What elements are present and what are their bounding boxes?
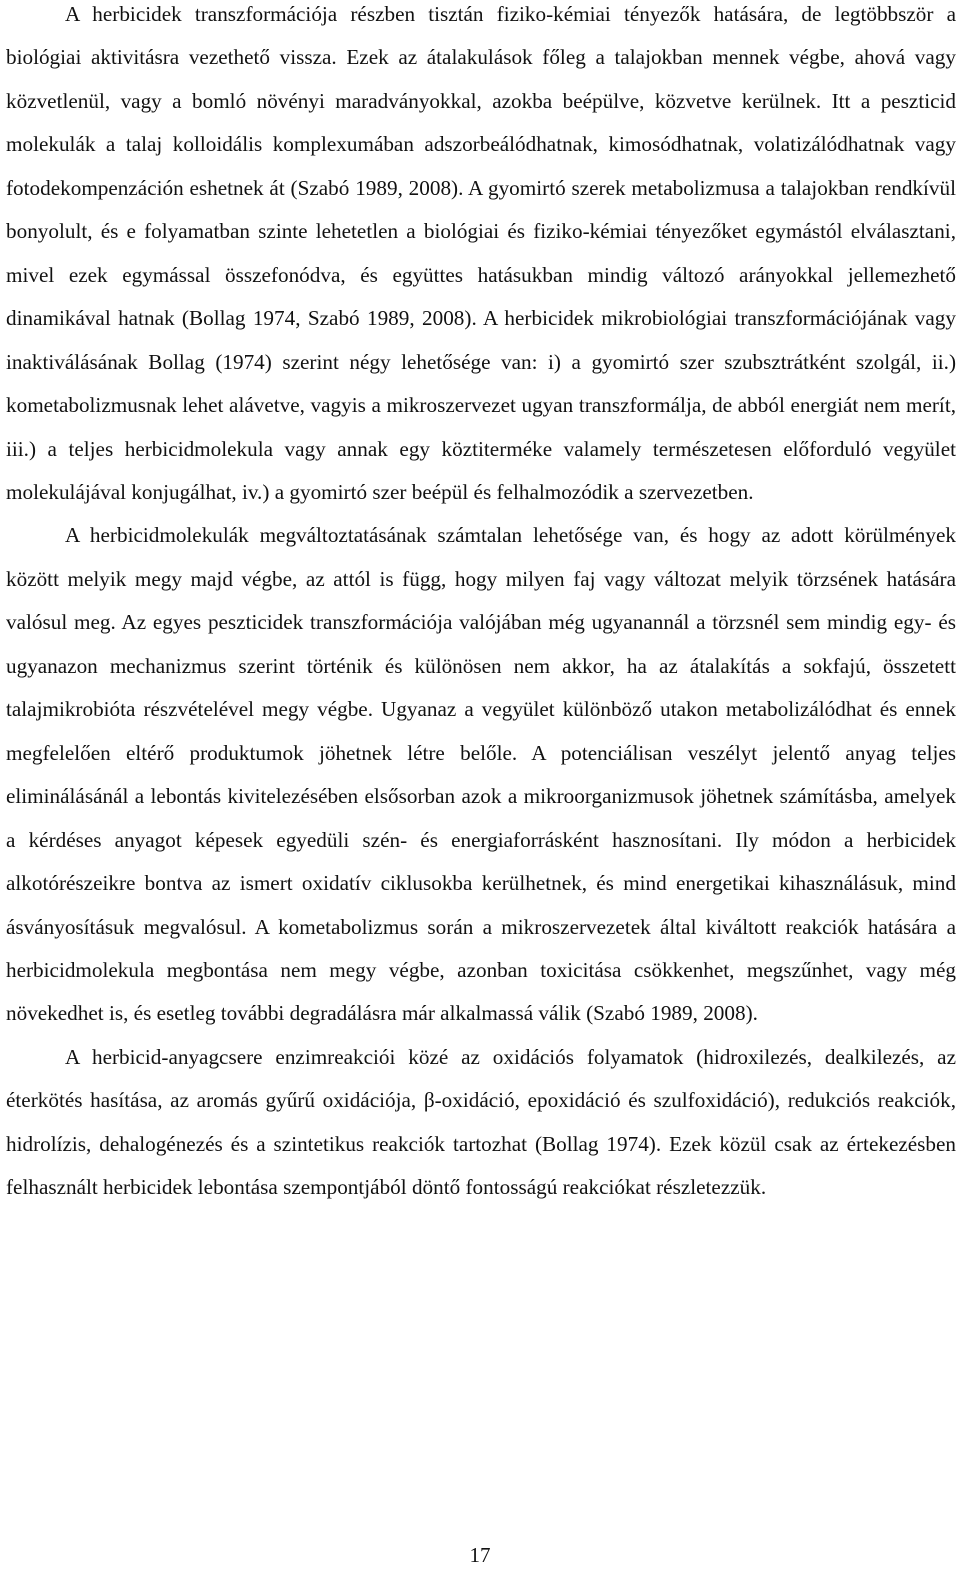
paragraph-2: A herbicidmolekulák megváltoztatásának számtalan lehetősége van, és hogy az adott körülmények között melyik megy majd végbe, az attól is függ, hogy milyen faj vagy változat melyik törzsének hatására valósul meg. Az egyes peszticidek transzformációja valójában még ugyanannál a törzsnél sem mindig egy- és ugyanazon mechanizmus szerint történik és különösen nem akkor, ha az átalakítás a sokfajú, összetett talajmikrobióta részvételével megy végbe. Ugyanaz a vegyület különböző utakon metabolizálódhat és ennek megfelelően eltérő produktumok jöhetnek létre belőle. A potenciálisan veszélyt jelentő anyag teljes eliminálásánál a lebontás kivitelezésében elsősorban azok a mikroorganizmusok jöhetnek számításba, amelyek a kérdéses anyagot képesek egyedüli szén- és energiaforrásként hasznosítani. Ily módon a herbicidek alkotórészeikre bontva az ismert oxidatív ciklusokba kerülhetnek, és mind energetikai kihasználásuk, mind ásványosításuk megvalósul. A kometabolizmus során a mikroszervezetek által kiváltott reakciók hatására a herbicidmolekula megbontása nem megy végbe, azonban toxicitása csökkenhet, megszűnhet, vagy még növekedhet is, és esetleg további degradálásra már alkalmassá válik (Szabó 1989, 2008). [6,523,956,1026]
paragraph-1: A herbicidek transzformációja részben tisztán fiziko-kémiai tényezők hatására, de legtöbbször a biológiai aktivitásra vezethető vissza. Ezek az átalakulások főleg a talajokban mennek végbe, ahová vagy közvetlenül, vagy a bomló növényi maradványokkal, azokba beépülve, közvetve kerülnek. Itt a peszticid molekulák a talaj kolloidális komplexumában adszorbeálódhatnak, kimosódhatnak, volatizálódhatnak vagy fotodekompenzáción eshetnek át (Szabó 1989, 2008). A gyomirtó szerek metabolizmusa a talajokban rendkívül bonyolult, és e folyamatban szinte lehetetlen a biológiai és fiziko-kémiai tényezőket egymástól elválasztani, mivel ezek egymással összefonódva, és együttes hatásukban mindig változó arányokkal jellemezhető dinamikával hatnak (Bollag 1974, Szabó 1989, 2008). A herbicidek mikrobiológiai transzformációjának vagy inaktiválásának Bollag (1974) szerint négy lehetősége van: i) a gyomirtó szer szubsztrátként szolgál, ii.) kometabolizmusnak lehet alávetve, vagyis a mikroszervezet ugyan transzformálja, de abból energiát nem merít, iii.) a teljes herbicidmolekula vagy annak egy köztiterméke valamely természetesen előforduló vegyület molekulájával konjugálhat, iv.) a gyomirtó szer beépül és felhalmozódik a szervezetben. [6,2,956,504]
paragraph-3: A herbicid-anyagcsere enzimreakciói közé az oxidációs folyamatok (hidroxilezés, dealkilezés, az éterkötés hasítása, az aromás gyűrű oxidációja, β-oxidáció, epoxidáció és szulfoxidáció), redukciós reakciók, hidrolízis, dehalogénezés és a szintetikus reakciók tartozhat (Bollag 1974). Ezek közül csak az értekezésben felhasznált herbicidek lebontása szempontjából döntő fontosságú reakciókat részletezzük. [6,1044,956,1200]
page-number: 17 [469,1543,491,1567]
document-page [6,0,956,1210]
